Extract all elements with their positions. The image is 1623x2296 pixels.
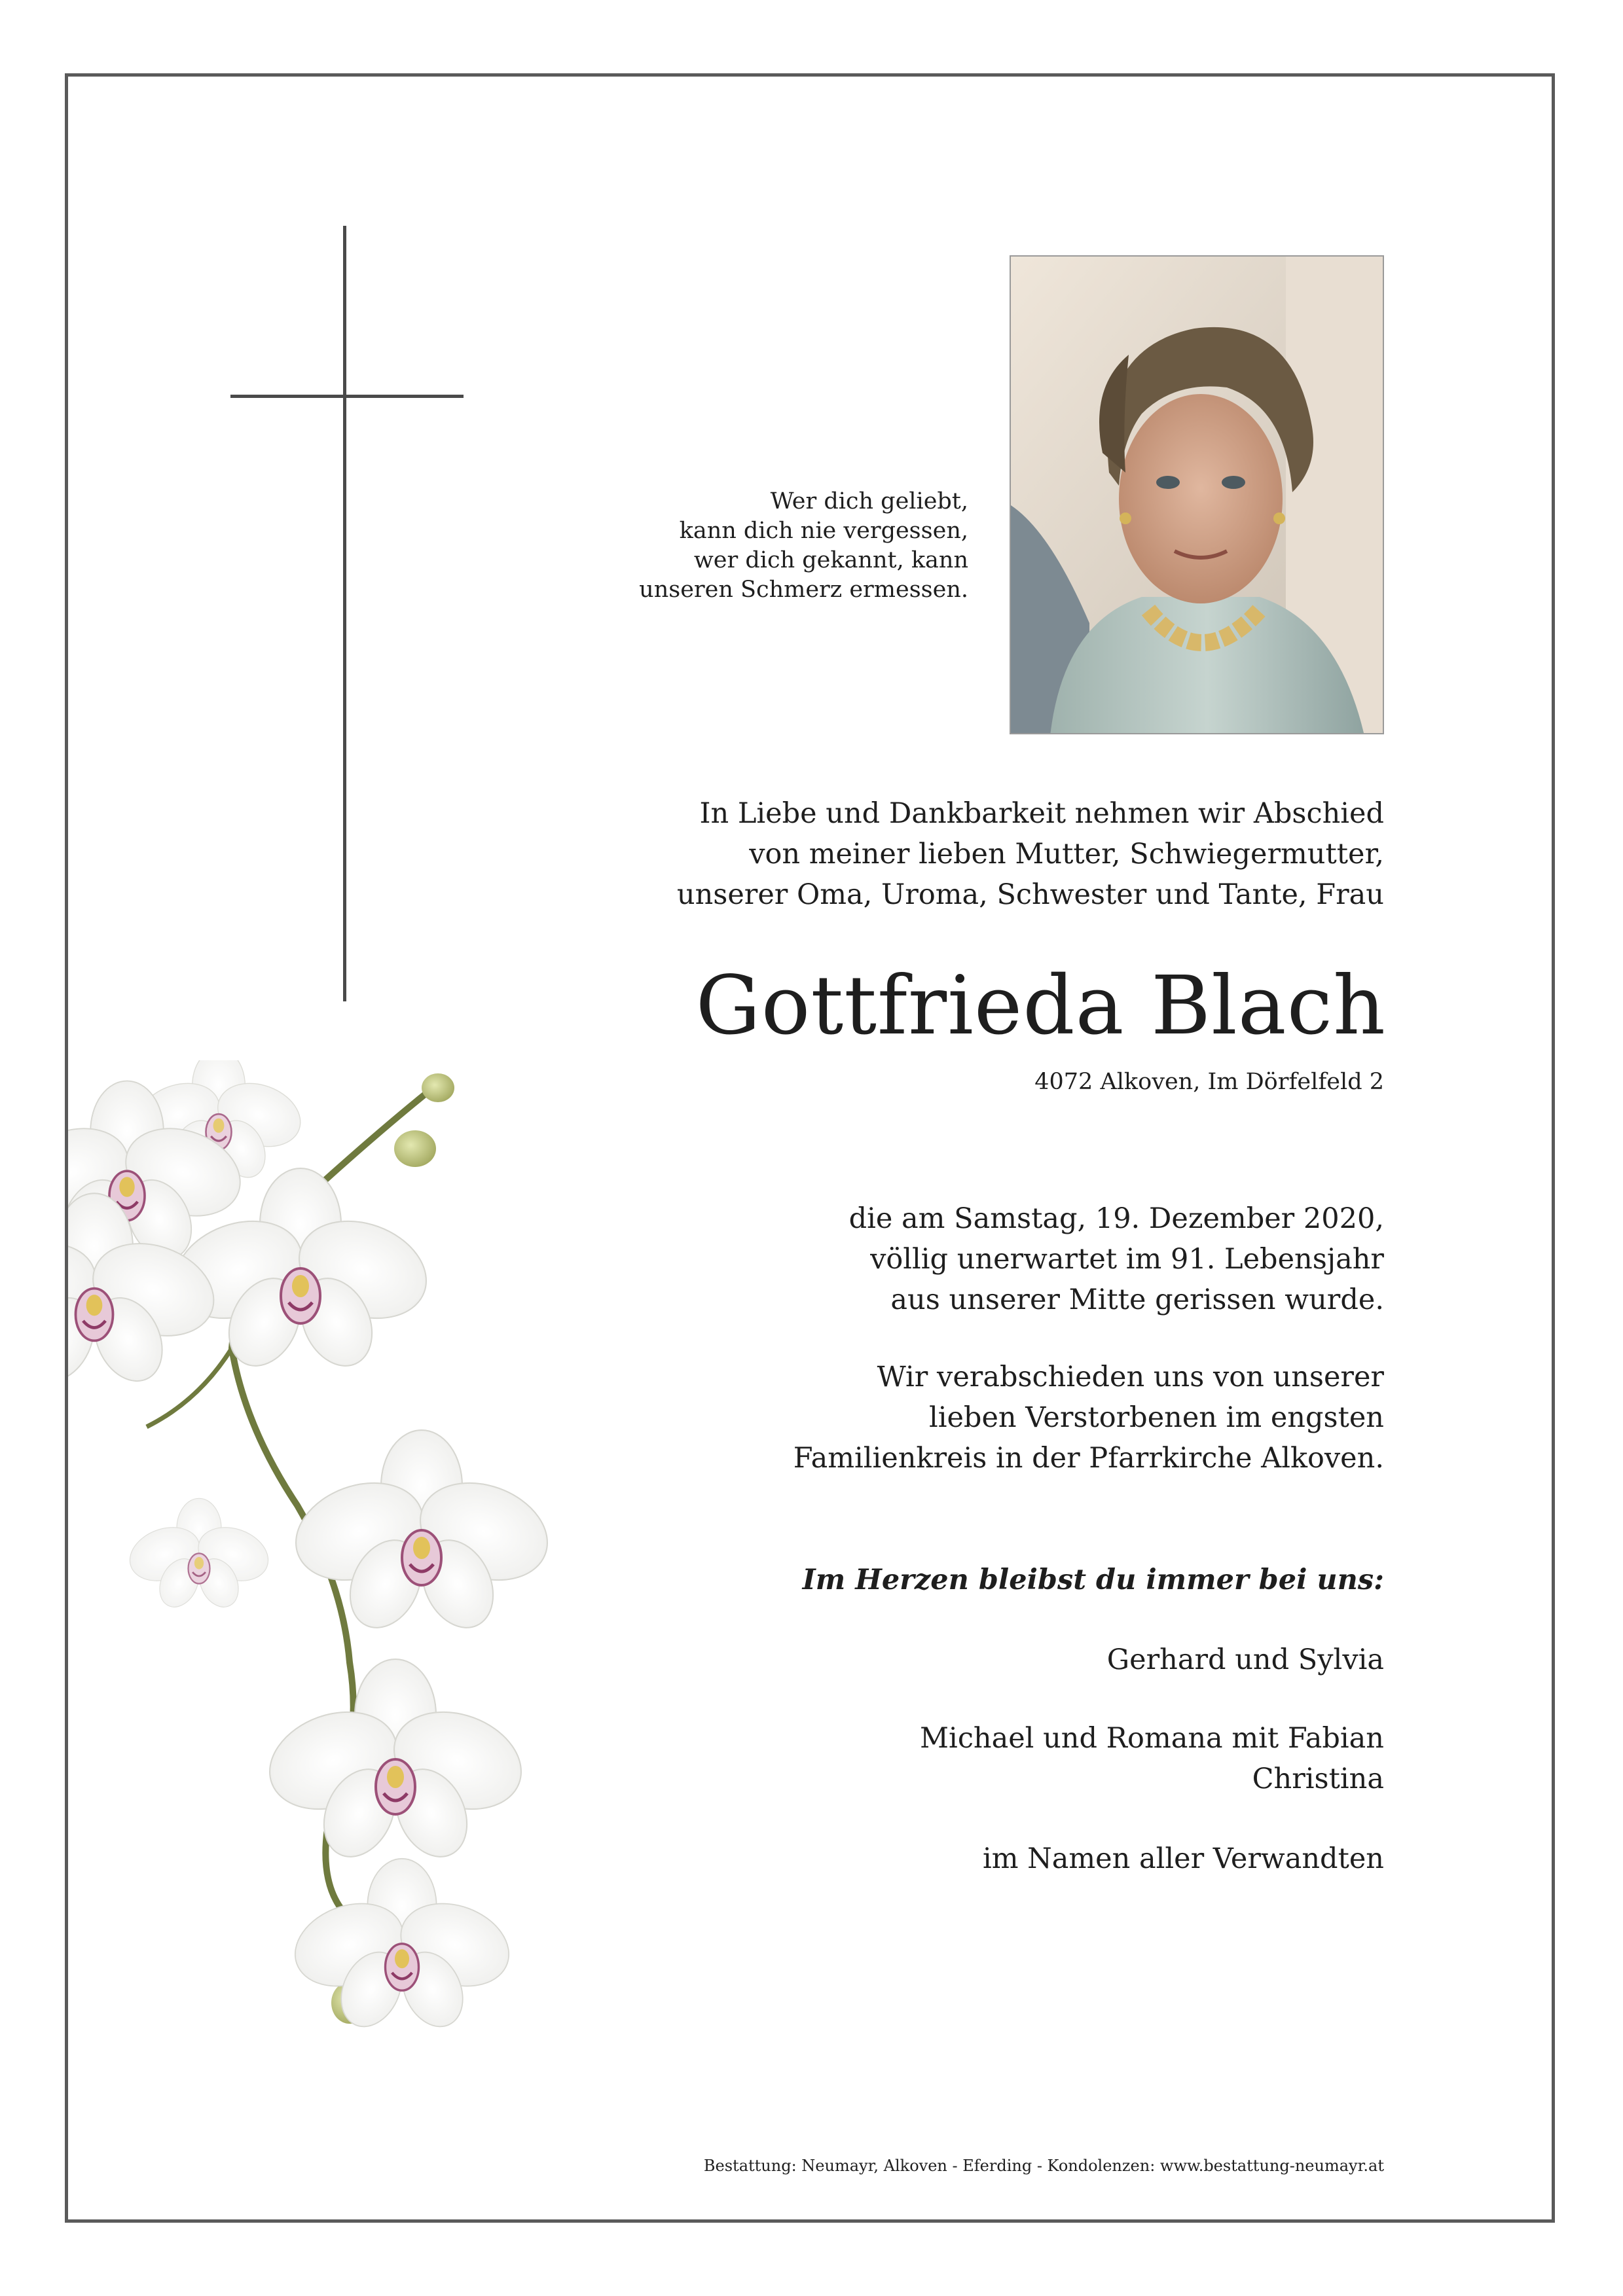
mourner-line: im Namen aller Verwandten [982,1842,1384,1875]
funeral-line: lieben Verstorbenen im engsten [928,1401,1384,1434]
mourners-group-3 [983,1839,1384,1879]
cross-icon-horizontal-bar [230,395,464,398]
mourner-line: Gerhard und Sylvia [1106,1643,1384,1676]
mourners-group-1 [1107,1640,1384,1680]
funeral-home-footer: Bestattung: Neumayr, Alkoven - Eferding - Kondolenzen: www.bestattung-neumayr.at [703,2157,1384,2175]
intro-line: unserer Oma, Uroma, Schwester und Tante, Frau [676,878,1384,911]
orchid-icon [68,1060,566,2094]
death-notice [849,1198,1384,1320]
funeral-notice [793,1357,1384,1479]
poem-line: kann dich nie vergessen, [679,518,968,544]
poem-line: wer dich gekannt, kann [693,547,968,573]
deceased-name: Gottfrieda Blach [695,959,1386,1053]
memorial-poem [639,487,968,605]
mourner-line: Michael und Romana mit Fabian [920,1722,1384,1755]
death-line: völlig unerwartet im 91. Lebensjahr [870,1243,1384,1276]
portrait-photo [1010,255,1384,734]
intro-line: In Liebe und Dankbarkeit nehmen wir Abschied [699,797,1384,830]
mourners-motto: Im Herzen bleibst du immer bei uns: [802,1564,1384,1596]
portrait-icon [1011,257,1384,734]
farewell-intro [677,793,1384,915]
poem-line: Wer dich geliebt, [770,488,968,514]
poem-line: unseren Schmerz ermessen. [639,577,968,603]
cross-icon-vertical-bar [343,226,346,1001]
death-line: aus unserer Mitte gerissen wurde. [890,1283,1384,1316]
funeral-line: Familienkreis in der Pfarrkirche Alkoven. [793,1442,1384,1475]
mourners-group-2 [920,1718,1384,1799]
death-line: die am Samstag, 19. Dezember 2020, [848,1202,1384,1235]
mourner-line: Christina [1252,1763,1384,1795]
funeral-line: Wir verabschieden uns von unserer [877,1361,1384,1393]
intro-line: von meiner lieben Mutter, Schwiegermutter, [749,838,1384,870]
deceased-address: 4072 Alkoven, Im Dörfelfeld 2 [1034,1069,1384,1095]
